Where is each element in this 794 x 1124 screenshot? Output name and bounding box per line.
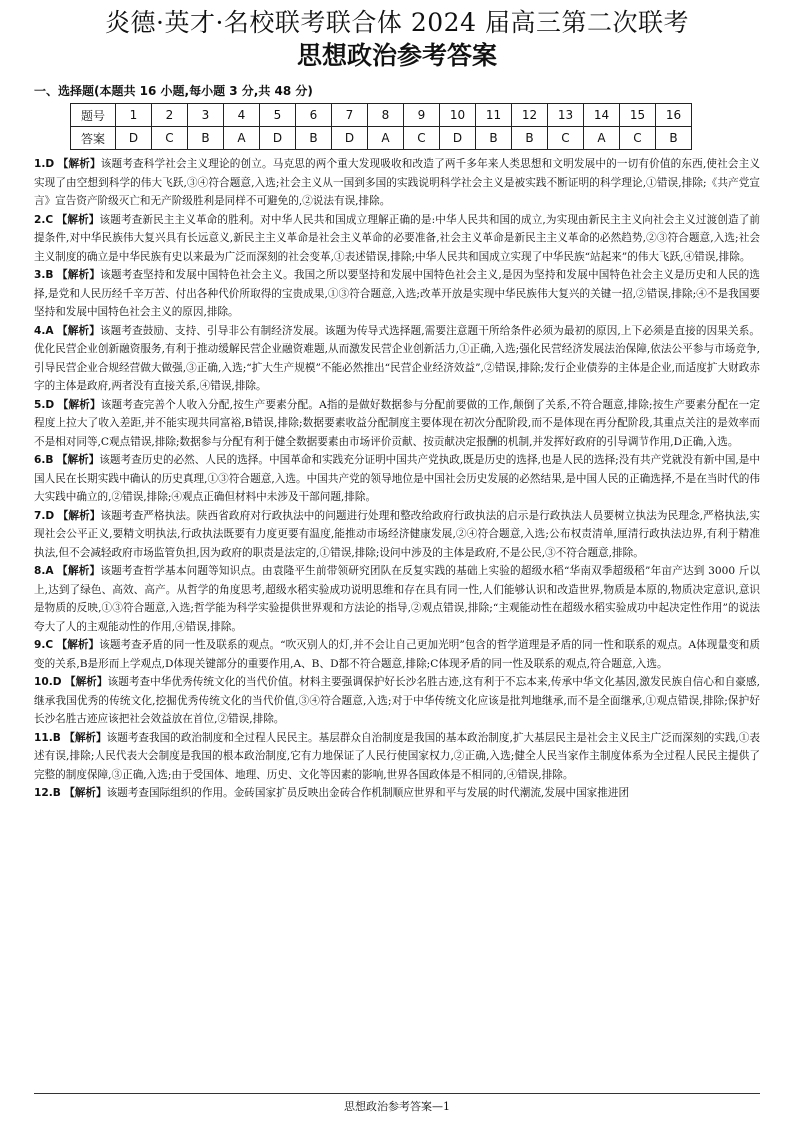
explanation-item — [34, 636, 760, 673]
analysis-tag: 【解析】 — [56, 454, 100, 466]
explanation-item — [34, 266, 760, 322]
item-number: 8.A — [34, 565, 54, 577]
question-number: 5 — [260, 104, 296, 127]
question-number: 7 — [332, 104, 368, 127]
question-number: 12 — [512, 104, 548, 127]
answer-cell: D — [116, 127, 152, 150]
item-text: 该题考查历史的必然、人民的选择。中国革命和实践充分证明中国共产党执政,既是历史的选择,也是人民的选择;没有共产党就没有新中国,是中国人民在长期实践中确认的历史真理,①③符合题意,入选。中国共产党的领导地位是中国社会历史发展的必然结果,是中国人民的正确选择,不是在当时代的伟大实践中确立的,②错误,排除;④观点正确但材料中未涉及干部问题,排除。 — [34, 454, 761, 503]
answer-cell: C — [404, 127, 440, 150]
question-number-row — [71, 104, 692, 127]
footer-divider — [34, 1093, 760, 1094]
question-number: 8 — [368, 104, 404, 127]
answer-cell: A — [584, 127, 620, 150]
explanation-item — [34, 396, 760, 452]
exam-title: 炎德·英才·名校联考联合体 2024 届高三第二次联考 — [105, 8, 689, 37]
question-number: 10 — [440, 104, 476, 127]
item-number: 11.B — [34, 731, 61, 744]
explanation-item — [34, 507, 760, 563]
item-text: 该题考查国际组织的作用。金砖国家扩员反映出金砖合作机制顺应世界和平与发展的时代潮流,发展中国家推进团 — [106, 787, 630, 799]
section-title: 一、选择题(本题共 16 小题,每小题 3 分,共 48 分) — [34, 84, 313, 98]
question-number: 15 — [620, 104, 656, 127]
answer-cell: B — [656, 127, 692, 150]
explanation-item — [34, 211, 760, 267]
item-number: 1.D — [34, 158, 55, 170]
exam-subtitle: 思想政治参考答案 — [296, 41, 497, 70]
explanation-item — [34, 729, 760, 785]
item-text: 该题考查坚持和发展中国特色社会主义。我国之所以要坚持和发展中国特色社会主义,是因为坚持和发展中国特色社会主义是历史和人民的选择,是党和人民历经千辛万苦、付出各种代价所取得的宝贵成果,①③符合题意,入选;改革开放是实现中华民族伟大复兴的关键一招,②错误,排除;④不是我国要坚持和发展中国特色社会主义的原因,排除。 — [34, 269, 760, 318]
page-footer: 思想政治参考答案—1 — [344, 1100, 450, 1113]
item-text: 该题考查科学社会主义理论的创立。马克思的两个重大发现吸收和改造了两千多年来人类思想和文明发展中的一切有价值的东西,使社会主义实现了由空想到科学的伟大飞跃,③④符合题意,入选;社会主义从一国到多国的实践说明科学社会主义是被实践不断证明的科学理论,①错误,排除;《共产党宣言》宣告资产阶级灭亡和无产阶级胜利是同样不可避免的,②说法有误,排除。 — [34, 158, 760, 207]
answer-cell: B — [476, 127, 512, 150]
answer-cell: D — [332, 127, 368, 150]
explanation-item — [34, 784, 760, 803]
item-text: 该题考查我国的政治制度和全过程人民民主。基层群众自治制度是我国的基本政治制度,扩大基层民主是社会主义民主广泛而深刻的实践,①表述有误,排除;人民代表大会制度是我国的根本政治制度,它有力地保证了人民行使国家权力,②正确,入选;健全人民当家作主制度体系为全过程人民民主提供了完整的制度保障,③正确,入选;由于受国体、地理、历史、文化等因素的影响,世界各国政体是不相同的,④错误,排除。 — [34, 731, 760, 781]
item-text: 该题考查哲学基本问题等知识点。由袁隆平生前带领研究团队在反复实践的基础上实验的超级水稻“华南双季超级稻”年亩产达到 3000 斤以上,达到了绿色、高效、高产。从哲学的角度思考,超级水稻实验成功说明思维和存在具有同一性,人们能够认识和改造世界,物质是本原的,物质决定意识,意识是物质的反映,①③符合题意,入选;哲学能为科学实验提供世界观和方法论的指导,②观点错误,排除;“主观能动性在超级水稻实验成功中起决定性作用”的说法夸大了人的主观能动性的作用,④错误,排除。 — [34, 565, 760, 633]
answer-cell: B — [296, 127, 332, 150]
question-number: 1 — [116, 104, 152, 127]
question-number: 13 — [548, 104, 584, 127]
analysis-tag: 【解析】 — [57, 398, 101, 411]
analysis-tag: 【解析】 — [64, 731, 107, 744]
item-number: 2.C — [34, 213, 54, 226]
explanation-list — [34, 155, 760, 803]
analysis-tag: 【解析】 — [57, 269, 101, 281]
item-text: 该题考查中华优秀传统文化的当代价值。材料主要强调保护好长沙名胜古迹,这有利于不忘本来,传承中华文化基因,激发民族自信心和自豪感,继承我国优秀的传统文化,挖掘优秀传统文化的当代价值,③④符合题意,入选;对于中华传统文化应该是批判地继承,而不是全面继承,①观点错误,排除;保护好长沙名胜古迹应该把社会效益放在首位,②错误,排除。 — [34, 676, 760, 725]
analysis-tag: 【解析】 — [64, 787, 107, 799]
answer-row — [71, 127, 692, 150]
question-number: 14 — [584, 104, 620, 127]
row-label-answer: 答案 — [71, 127, 116, 150]
question-number: 16 — [656, 104, 692, 127]
item-number: 10.D — [34, 676, 62, 688]
answer-table — [70, 103, 692, 150]
explanation-item — [34, 451, 760, 507]
question-number: 2 — [152, 104, 188, 127]
item-number: 6.B — [34, 454, 54, 466]
explanation-item — [34, 322, 760, 396]
question-number: 11 — [476, 104, 512, 127]
question-number: 6 — [296, 104, 332, 127]
answer-cell: D — [260, 127, 296, 150]
explanation-item — [34, 562, 760, 636]
explanation-item — [34, 673, 760, 729]
answer-cell: A — [368, 127, 404, 150]
answer-cell: C — [152, 127, 188, 150]
item-number: 3.B — [34, 269, 54, 281]
item-number: 12.B — [34, 787, 61, 799]
item-text: 该题考查完善个人收入分配,按生产要素分配。A指的是做好数据参与分配前要做的工作,颠倒了关系,不符合题意,排除;按生产要素分配在一定程度上拉大了收入差距,并不能实现共同富裕,B错误,排除;数据要素收益分配制度主要体现在初次分配阶段,而不是体现在再分配阶段,其重点关注的是效率而不是相对同等,C观点错误,排除;数据参与分配有利于健全数据要素由市场评价贡献、按贡献决定报酬的机制,并发挥好政府的引导调节作用,D正确,入选。 — [34, 398, 761, 448]
analysis-tag: 【解析】 — [56, 639, 100, 651]
answer-cell: C — [548, 127, 584, 150]
answer-cell: C — [620, 127, 656, 150]
question-number: 9 — [404, 104, 440, 127]
row-label-number: 题号 — [71, 104, 116, 127]
item-number: 7.D — [34, 509, 55, 522]
answer-cell: B — [188, 127, 224, 150]
answer-cell: A — [224, 127, 260, 150]
item-text: 该题考查新民主主义革命的胜利。对中华人民共和国成立理解正确的是:中华人民共和国的成立,为实现由新民主主义向社会主义过渡创造了前提条件,对中华民族伟大复兴具有长远意义,新民主主义革命是社会主义革命的必要准备,社会主义革命是新民主主义革命的必然趋势,②③符合题意,入选;社会主义制度的确立是中华民族有史以来最为广泛而深刻的社会变革,①表述错误,排除;中华人民共和国成立实现了中华民族“站起来”的伟大飞跃,④错误,排除。 — [34, 213, 761, 263]
item-number: 5.D — [34, 398, 55, 411]
item-number: 4.A — [34, 324, 54, 337]
item-text: 该题考查严格执法。陕西省政府对行政执法中的问题进行处理和整改给政府行政执法的启示是行政执法人员要树立执法为民理念,严格执法,实现社会公平正义,要精文明执法,行政执法既要有力度更要有温度,能推动市场经济健康发展,②④符合题意,入选;公布权责清单,厘清行政执法边界,有利于精准执法,但不会减轻政府市场监管负担,因为政府的职责是法定的,①错误,排除;设问中涉及的主体是政府,不是公民,③不符合题意,排除。 — [34, 509, 761, 559]
analysis-tag: 【解析】 — [64, 676, 108, 688]
answer-cell: D — [440, 127, 476, 150]
analysis-tag: 【解析】 — [57, 324, 100, 337]
analysis-tag: 【解析】 — [57, 158, 101, 170]
item-text: 该题考查矛盾的同一性及联系的观点。“吹灭别人的灯,并不会让自己更加光明”包含的哲学道理是矛盾的同一性和联系的观点。A体现量变和质变的关系,B是形而上学观点,D体现关键部分的重要作用,A、B、D都不符合题意,排除;C体现矛盾的同一性及联系的观点,符合题意,入选。 — [34, 639, 760, 670]
analysis-tag: 【解析】 — [57, 565, 101, 577]
question-number: 3 — [188, 104, 224, 127]
answer-cell: B — [512, 127, 548, 150]
analysis-tag: 【解析】 — [57, 509, 101, 522]
explanation-item — [34, 155, 760, 211]
analysis-tag: 【解析】 — [56, 213, 100, 226]
item-number: 9.C — [34, 639, 54, 651]
item-text: 该题考查鼓励、支持、引导非公有制经济发展。该题为传导式选择题,需要注意题干所给条件必须为最初的原因,上下必须是直接的因果关系。优化民营企业创新融资服务,有利于推动缓解民营企业融资难题,从而激发民营企业创新活力,①正确,入选;强化民营经济发展法治保障,依法公平参与市场竞争,引导民营企业合规经营做大做强,③正确,入选;“扩大生产规模”不能必然推出“民营企业经济效益”,②错误,排除;发行企业债券的主体是企业,而适度扩大财政赤字的主体是政府,两者没有直接关系,④错误,排除。 — [34, 324, 760, 392]
question-number: 4 — [224, 104, 260, 127]
